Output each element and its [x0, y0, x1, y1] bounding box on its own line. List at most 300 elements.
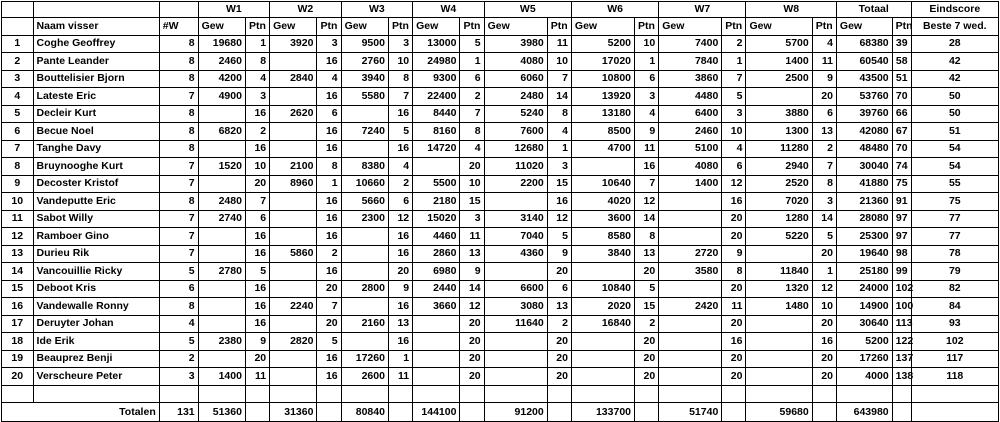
total-points-cell: 51: [892, 70, 911, 88]
points-cell: 20: [460, 315, 484, 333]
weight-cell: 2940: [746, 158, 812, 176]
points-cell: 14: [460, 280, 484, 298]
points-cell: 11: [245, 368, 269, 386]
table-row: [2, 123, 999, 141]
points-cell: 6: [722, 158, 746, 176]
points-cell: 9: [547, 245, 571, 263]
points-cell: 11: [812, 53, 836, 71]
total-points-cell: 70: [892, 140, 911, 158]
weight-cell: 11020: [484, 158, 547, 176]
angler-name-cell: Deboot Kris: [33, 280, 159, 298]
total-points-cell: 98: [892, 245, 911, 263]
points-cell: 10: [635, 35, 659, 53]
weight-cell: 9500: [341, 35, 388, 53]
table-row: [2, 315, 999, 333]
count-cell: 3: [159, 368, 198, 386]
weight-cell: 4020: [571, 193, 634, 211]
points-cell: 16: [722, 193, 746, 211]
final-score-header: Eindscore: [911, 2, 998, 18]
total-weight-cell: 42080: [836, 123, 892, 141]
totals-total-weight-cell: 643980: [836, 403, 892, 422]
table-row: [2, 70, 999, 88]
points-cell: 9: [722, 245, 746, 263]
weight-cell: 1400: [746, 53, 812, 71]
points-cell: 16: [317, 228, 341, 246]
points-cell: 20: [635, 350, 659, 368]
weight-cell: [659, 228, 722, 246]
points-cell: 12: [635, 193, 659, 211]
table-row: [2, 158, 999, 176]
weight-cell: [270, 350, 317, 368]
weight-cell: 4900: [198, 88, 245, 106]
points-cell: 4: [245, 70, 269, 88]
points-cell: 20: [812, 245, 836, 263]
header-row-columns: [2, 18, 999, 36]
empty-cell: [812, 385, 836, 403]
points-cell: 2: [460, 88, 484, 106]
best-score-cell: 93: [911, 315, 998, 333]
points-cell: 20: [635, 263, 659, 281]
points-cell: 5: [460, 35, 484, 53]
empty-cell: [911, 385, 998, 403]
empty-cell: [33, 385, 159, 403]
ptn-column-header: Ptn: [812, 18, 836, 36]
empty-cell: [413, 385, 460, 403]
points-cell: 16: [317, 53, 341, 71]
weight-cell: 1400: [198, 368, 245, 386]
rank-cell: 18: [2, 333, 34, 351]
total-points-cell: 58: [892, 53, 911, 71]
points-cell: 16: [635, 158, 659, 176]
weight-cell: [341, 228, 388, 246]
count-cell: 7: [159, 88, 198, 106]
best-score-cell: 54: [911, 140, 998, 158]
weight-cell: [659, 193, 722, 211]
best-score-cell: 51: [911, 123, 998, 141]
total-weight-cell: 30640: [836, 315, 892, 333]
points-cell: 4: [388, 158, 412, 176]
week-header: W3: [341, 2, 413, 18]
totals-weight-cell: 59680: [746, 403, 812, 422]
weight-cell: 10640: [571, 175, 634, 193]
points-cell: 12: [722, 175, 746, 193]
weight-cell: [198, 140, 245, 158]
weight-cell: 2480: [198, 193, 245, 211]
total-weight-cell: 43500: [836, 70, 892, 88]
weight-cell: [198, 298, 245, 316]
best-score-cell: 28: [911, 35, 998, 53]
weight-cell: [659, 350, 722, 368]
total-points-cell: 75: [892, 175, 911, 193]
weight-cell: [341, 333, 388, 351]
angler-name-cell: Ramboer Gino: [33, 228, 159, 246]
weight-cell: [413, 368, 460, 386]
weight-cell: 2440: [413, 280, 460, 298]
table-row: [2, 193, 999, 211]
points-cell: 16: [812, 333, 836, 351]
points-cell: 20: [635, 368, 659, 386]
table-row: [2, 228, 999, 246]
points-cell: 3: [245, 88, 269, 106]
count-cell: 6: [159, 280, 198, 298]
count-cell: 7: [159, 228, 198, 246]
total-points-cell: 67: [892, 123, 911, 141]
gew-column-header: Gew: [746, 18, 812, 36]
weight-cell: [484, 193, 547, 211]
weight-cell: 10840: [571, 280, 634, 298]
points-cell: 16: [388, 140, 412, 158]
totals-weight-cell: 31360: [270, 403, 317, 422]
weight-cell: 19680: [198, 35, 245, 53]
points-cell: 20: [722, 210, 746, 228]
points-cell: 10: [460, 175, 484, 193]
points-cell: 16: [245, 298, 269, 316]
weight-cell: 1520: [198, 158, 245, 176]
weight-cell: [198, 105, 245, 123]
weight-cell: 1320: [746, 280, 812, 298]
count-cell: 5: [159, 263, 198, 281]
weight-cell: 2300: [341, 210, 388, 228]
ptn-column-header: Ptn: [460, 18, 484, 36]
points-cell: 10: [245, 158, 269, 176]
weight-cell: 7600: [484, 123, 547, 141]
ptn-column-header: Ptn: [722, 18, 746, 36]
weight-cell: 13180: [571, 105, 634, 123]
total-weight-cell: 21360: [836, 193, 892, 211]
best-score-cell: 55: [911, 175, 998, 193]
weight-cell: 3940: [341, 70, 388, 88]
angler-name-cell: Decleir Kurt: [33, 105, 159, 123]
gew-column-header: Gew: [413, 18, 460, 36]
empty-cell: [547, 385, 571, 403]
points-cell: 4: [460, 140, 484, 158]
table-row: [2, 333, 999, 351]
ptn-column-header: Ptn: [317, 18, 341, 36]
weight-cell: 5500: [413, 175, 460, 193]
totals-label: Totalen: [2, 403, 160, 422]
count-cell: 4: [159, 315, 198, 333]
weight-cell: 3920: [270, 35, 317, 53]
points-cell: 2: [245, 123, 269, 141]
points-cell: 6: [388, 193, 412, 211]
weight-cell: 1300: [746, 123, 812, 141]
points-cell: 20: [547, 333, 571, 351]
weight-cell: [484, 333, 547, 351]
points-cell: 20: [547, 368, 571, 386]
points-cell: 5: [722, 88, 746, 106]
weight-cell: [746, 88, 812, 106]
points-cell: 20: [722, 280, 746, 298]
totals-weight-cell: 80840: [341, 403, 388, 422]
table-row: [2, 263, 999, 281]
points-cell: 4: [635, 105, 659, 123]
weight-cell: 2860: [413, 245, 460, 263]
empty-cell: [317, 385, 341, 403]
count-cell: 8: [159, 123, 198, 141]
points-cell: 6: [245, 210, 269, 228]
count-cell: 7: [159, 210, 198, 228]
weight-cell: 11840: [746, 263, 812, 281]
weight-cell: [198, 280, 245, 298]
total-weight-cell: 60540: [836, 53, 892, 71]
totals-row: [2, 403, 999, 422]
weight-cell: [746, 350, 812, 368]
points-cell: 7: [317, 298, 341, 316]
points-cell: 4: [812, 35, 836, 53]
week-header: W5: [484, 2, 571, 18]
empty-cell: [245, 385, 269, 403]
table-row: [2, 298, 999, 316]
points-cell: 2: [317, 245, 341, 263]
best-score-cell: 82: [911, 280, 998, 298]
best-score-cell: 79: [911, 263, 998, 281]
points-cell: 20: [317, 280, 341, 298]
weight-cell: [746, 333, 812, 351]
weight-cell: 11640: [484, 315, 547, 333]
weight-cell: [571, 350, 634, 368]
points-cell: 6: [635, 70, 659, 88]
best-score-cell: 42: [911, 70, 998, 88]
gew-column-header: Gew: [270, 18, 317, 36]
weight-cell: 7240: [341, 123, 388, 141]
name-column-header: Naam visser: [33, 18, 159, 36]
best-score-cell: 102: [911, 333, 998, 351]
weight-cell: 2760: [341, 53, 388, 71]
weight-cell: [413, 350, 460, 368]
points-cell: 5: [635, 280, 659, 298]
total-weight-cell: 30040: [836, 158, 892, 176]
angler-name-cell: Verscheure Peter: [33, 368, 159, 386]
weight-cell: [341, 263, 388, 281]
angler-name-cell: Vandeputte Eric: [33, 193, 159, 211]
totals-weight-cell: 91200: [484, 403, 547, 422]
points-cell: 20: [388, 263, 412, 281]
week-header: W8: [746, 2, 836, 18]
weight-cell: 2500: [746, 70, 812, 88]
weight-cell: 5220: [746, 228, 812, 246]
total-weight-cell: 17260: [836, 350, 892, 368]
weight-cell: 2740: [198, 210, 245, 228]
weight-cell: 1280: [746, 210, 812, 228]
angler-name-cell: Ide Erik: [33, 333, 159, 351]
week-header: W7: [659, 2, 746, 18]
weight-cell: 8500: [571, 123, 634, 141]
weight-cell: [413, 333, 460, 351]
weight-cell: 24980: [413, 53, 460, 71]
points-cell: 3: [635, 88, 659, 106]
weight-cell: 2180: [413, 193, 460, 211]
rank-cell: 4: [2, 88, 34, 106]
points-cell: 6: [460, 70, 484, 88]
points-cell: 2: [388, 175, 412, 193]
points-cell: 20: [812, 368, 836, 386]
weight-cell: 4460: [413, 228, 460, 246]
points-cell: 8: [388, 70, 412, 88]
weight-cell: 5860: [270, 245, 317, 263]
weight-cell: [484, 368, 547, 386]
weight-cell: 1400: [659, 175, 722, 193]
points-cell: 3: [460, 210, 484, 228]
total-points-cell: 122: [892, 333, 911, 351]
weight-cell: 4200: [198, 70, 245, 88]
points-cell: 1: [547, 140, 571, 158]
total-weight-cell: 68380: [836, 35, 892, 53]
points-cell: 11: [460, 228, 484, 246]
total-points-cell: 74: [892, 158, 911, 176]
weight-cell: [198, 350, 245, 368]
empty-cell: [245, 403, 269, 422]
weight-cell: [270, 193, 317, 211]
points-cell: 16: [388, 245, 412, 263]
points-cell: 7: [547, 70, 571, 88]
points-cell: 20: [460, 333, 484, 351]
points-cell: 1: [460, 53, 484, 71]
points-cell: 3: [812, 193, 836, 211]
weight-cell: [571, 333, 634, 351]
points-cell: 1: [635, 53, 659, 71]
best-score-cell: 84: [911, 298, 998, 316]
points-cell: 2: [547, 315, 571, 333]
points-cell: 12: [460, 298, 484, 316]
empty-cell: [159, 2, 198, 18]
weight-cell: 10660: [341, 175, 388, 193]
weight-cell: 3580: [659, 263, 722, 281]
gew-column-header: Gew: [341, 18, 388, 36]
angler-name-cell: Coghe Geoffrey: [33, 35, 159, 53]
rank-cell: 12: [2, 228, 34, 246]
empty-cell: [317, 403, 341, 422]
rank-cell: 15: [2, 280, 34, 298]
points-cell: 4: [722, 140, 746, 158]
points-cell: 1: [245, 35, 269, 53]
points-cell: 16: [317, 350, 341, 368]
points-cell: 10: [388, 53, 412, 71]
weight-cell: [571, 263, 634, 281]
weight-cell: 1480: [746, 298, 812, 316]
best-score-cell: 118: [911, 368, 998, 386]
count-cell: 7: [159, 245, 198, 263]
weight-cell: [571, 158, 634, 176]
points-cell: 20: [547, 350, 571, 368]
empty-cell: [159, 385, 198, 403]
count-cell: 8: [159, 140, 198, 158]
weight-cell: 7400: [659, 35, 722, 53]
points-cell: 11: [388, 368, 412, 386]
best-score-cell: 78: [911, 245, 998, 263]
weight-cell: [270, 368, 317, 386]
weight-cell: 2720: [659, 245, 722, 263]
weight-cell: 22400: [413, 88, 460, 106]
weight-cell: [484, 350, 547, 368]
weight-cell: 3600: [571, 210, 634, 228]
count-column-header: #W: [159, 18, 198, 36]
empty-cell: [2, 385, 34, 403]
weight-cell: [270, 228, 317, 246]
count-cell: 7: [159, 175, 198, 193]
weight-cell: 9300: [413, 70, 460, 88]
points-cell: 14: [812, 210, 836, 228]
total-points-cell: 70: [892, 88, 911, 106]
total-points-cell: 39: [892, 35, 911, 53]
weight-cell: 2160: [341, 315, 388, 333]
weight-cell: [198, 175, 245, 193]
weight-cell: [746, 368, 812, 386]
empty-cell: [722, 385, 746, 403]
total-points-cell: 97: [892, 228, 911, 246]
empty-cell: [2, 2, 34, 18]
total-points-cell: 113: [892, 315, 911, 333]
weight-cell: [270, 53, 317, 71]
weight-cell: 4480: [659, 88, 722, 106]
weight-cell: 13920: [571, 88, 634, 106]
total-weight-cell: 14900: [836, 298, 892, 316]
total-weight-cell: 39760: [836, 105, 892, 123]
table-row: [2, 105, 999, 123]
points-cell: 8: [635, 228, 659, 246]
points-cell: 20: [317, 315, 341, 333]
weight-cell: [659, 315, 722, 333]
points-cell: 13: [547, 298, 571, 316]
total-gew-column-header: Gew: [836, 18, 892, 36]
weight-cell: 2840: [270, 70, 317, 88]
weight-cell: 2620: [270, 105, 317, 123]
weight-cell: 5700: [746, 35, 812, 53]
blank-row: [2, 385, 999, 403]
points-cell: 15: [460, 193, 484, 211]
weight-cell: [484, 263, 547, 281]
weight-cell: 8160: [413, 123, 460, 141]
weight-cell: 8960: [270, 175, 317, 193]
empty-cell: [571, 385, 634, 403]
weight-cell: 3880: [746, 105, 812, 123]
total-weight-cell: 41880: [836, 175, 892, 193]
table-row: [2, 350, 999, 368]
points-cell: 20: [722, 228, 746, 246]
weight-cell: [659, 210, 722, 228]
points-cell: 13: [812, 123, 836, 141]
total-weight-cell: 28080: [836, 210, 892, 228]
points-cell: 20: [722, 315, 746, 333]
points-cell: 15: [635, 298, 659, 316]
angler-name-cell: Decoster Kristof: [33, 175, 159, 193]
weight-cell: 2520: [746, 175, 812, 193]
weight-cell: [341, 140, 388, 158]
rank-cell: 6: [2, 123, 34, 141]
points-cell: 20: [460, 350, 484, 368]
points-cell: 16: [317, 210, 341, 228]
rank-cell: 9: [2, 175, 34, 193]
points-cell: 10: [722, 123, 746, 141]
weight-cell: 3140: [484, 210, 547, 228]
points-cell: 20: [245, 350, 269, 368]
weight-cell: [198, 315, 245, 333]
table-row: [2, 280, 999, 298]
empty-cell: [388, 403, 412, 422]
best-score-cell: 77: [911, 210, 998, 228]
weight-cell: 10800: [571, 70, 634, 88]
points-cell: 7: [245, 193, 269, 211]
weight-cell: 4700: [571, 140, 634, 158]
points-cell: 13: [635, 245, 659, 263]
empty-cell: [460, 403, 484, 422]
weight-cell: 2820: [270, 333, 317, 351]
total-points-cell: 91: [892, 193, 911, 211]
points-cell: 9: [388, 280, 412, 298]
points-cell: 16: [245, 280, 269, 298]
weight-cell: [746, 245, 812, 263]
total-weight-cell: 53760: [836, 88, 892, 106]
total-weight-cell: 25180: [836, 263, 892, 281]
